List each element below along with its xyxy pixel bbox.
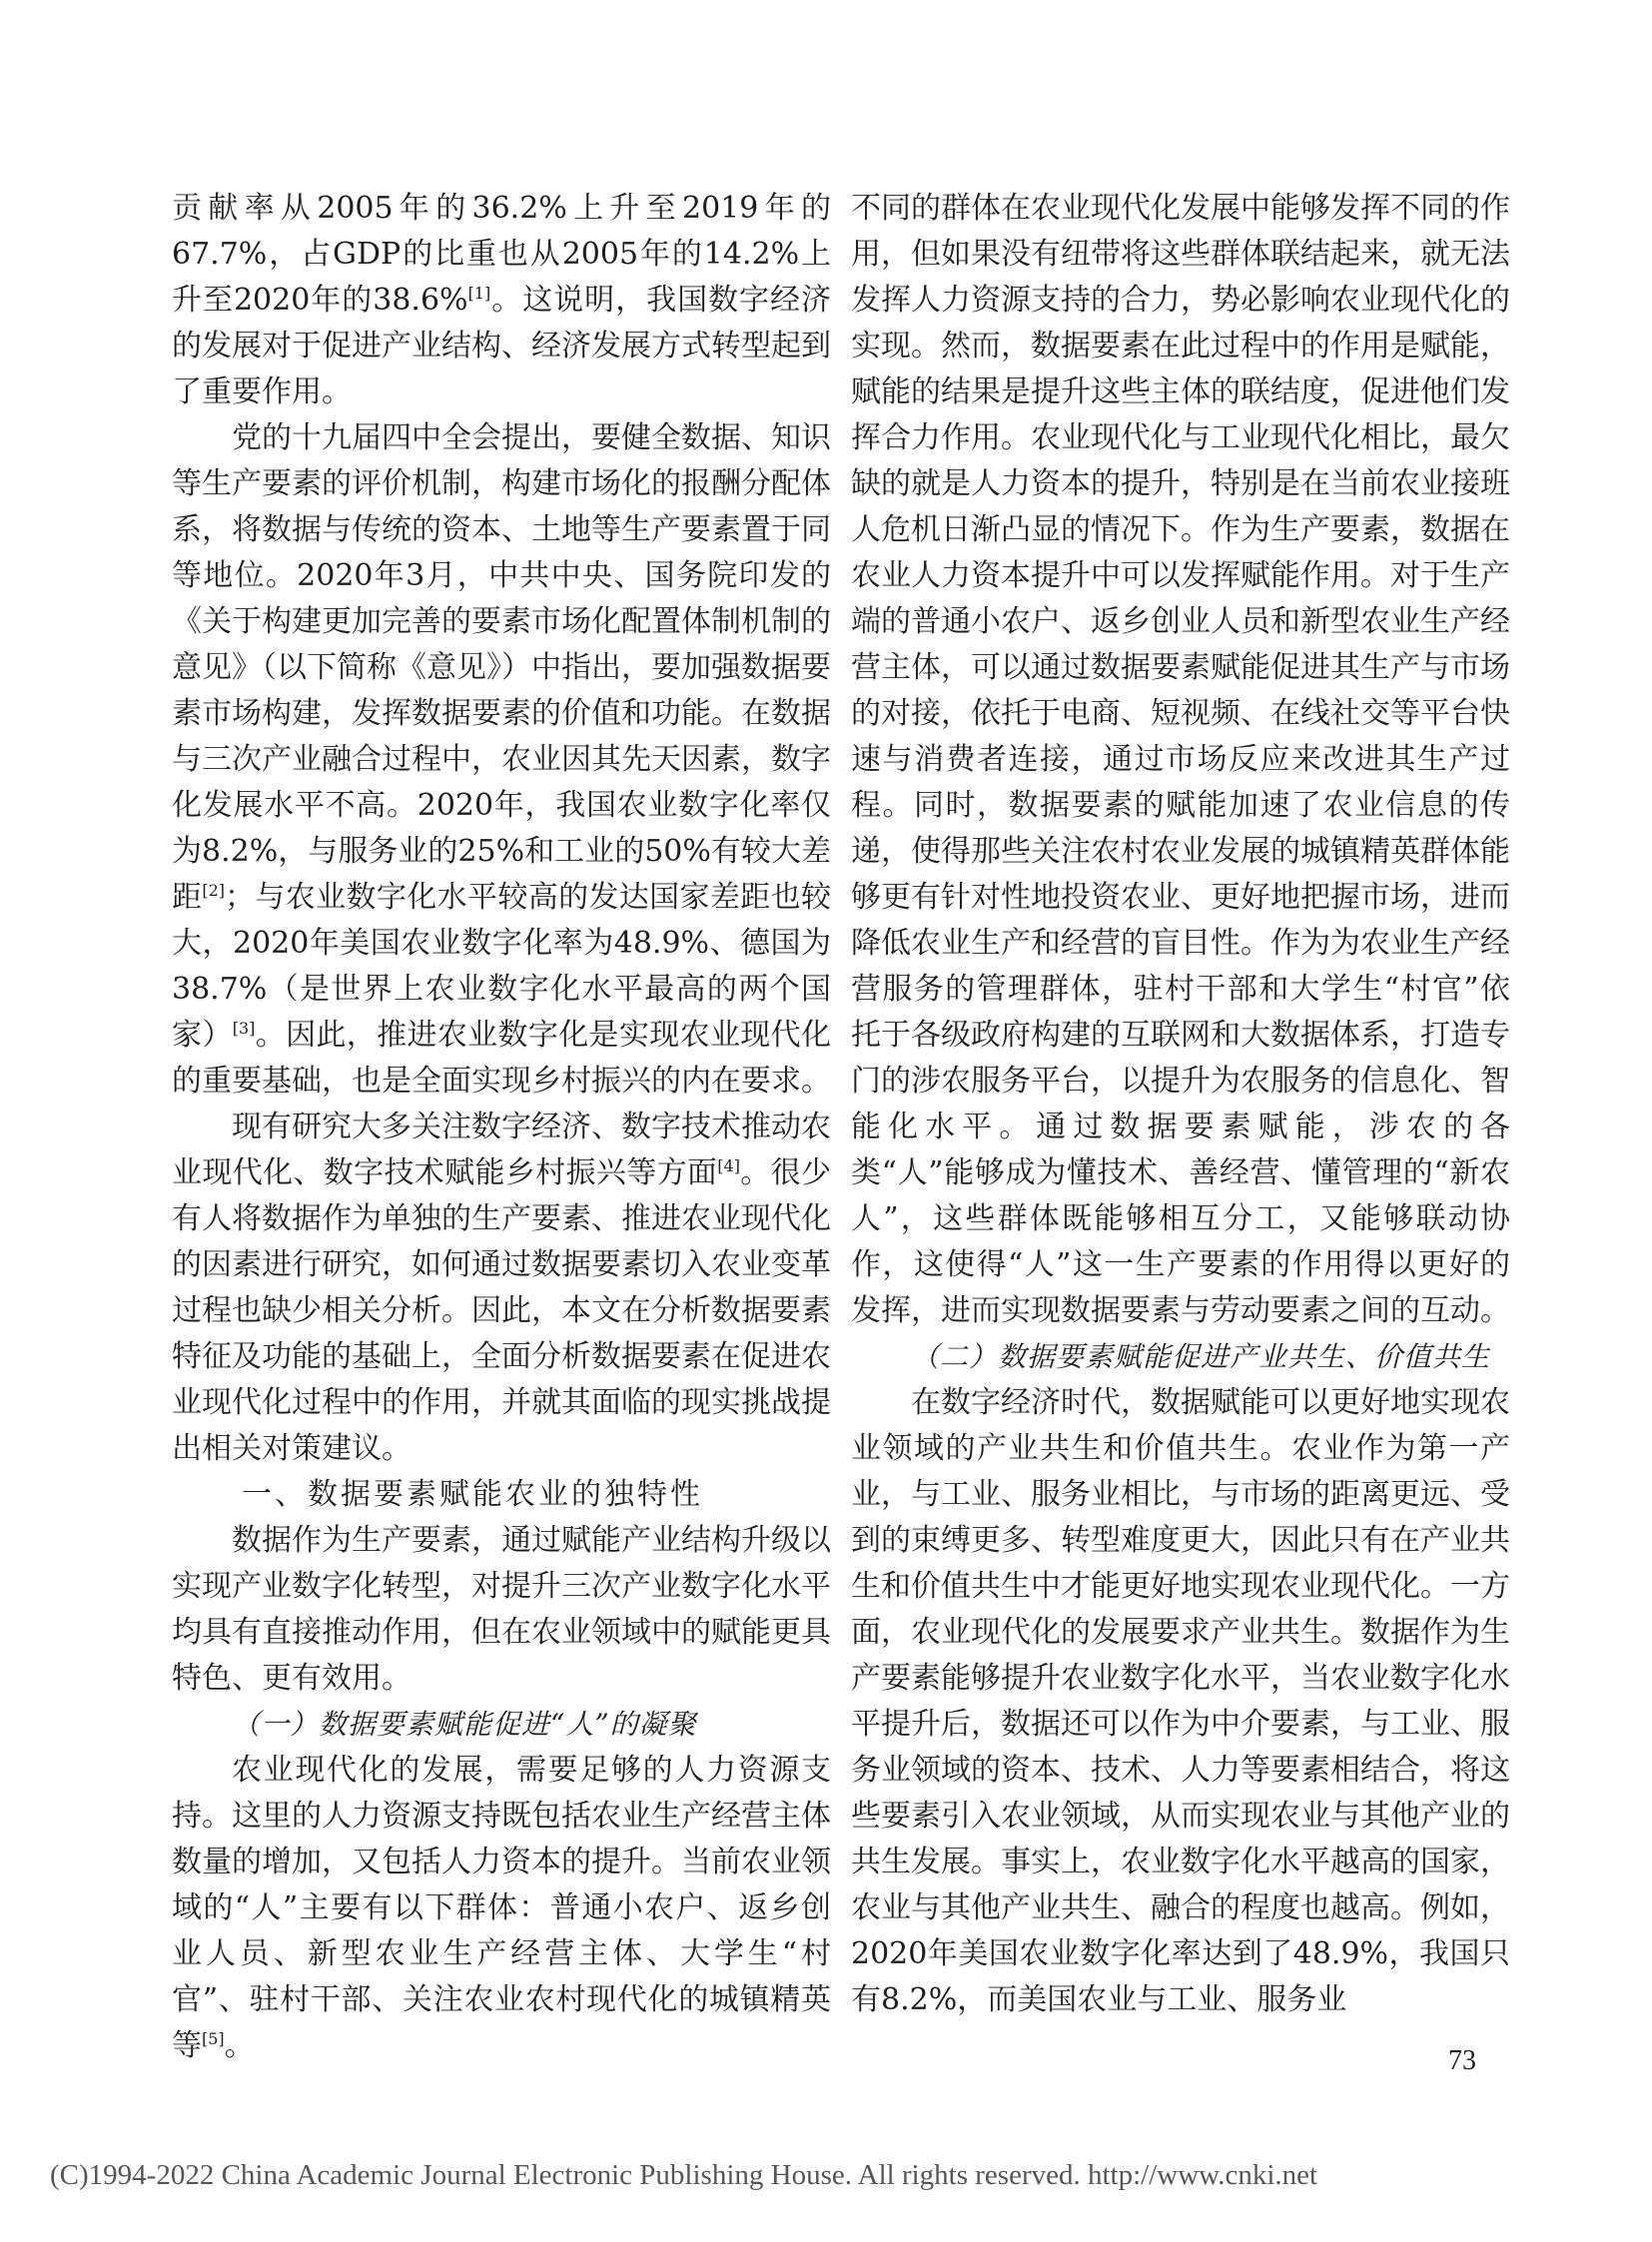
paragraph: 在数字经济时代，数据赋能可以更好地实现农业领域的产业共生和价值共生。农业作为第一产业，与工业、服务业相比，与市场的距离更远、受到的束缚更多、转型难度更大，因此只有在产业共生和价值共生中才能更好地实现农业现代化。一方面，农业现代化的发展要求产业共生。数据作为生产要素能够提升农业数字化水平，当农业数字化水平提升后，数据还可以作为中介要素，与工业、服务业领域的资本、技术、人力等要素相结合，将这些要素引入农业领域，从而实现农业与其他产业的共生发展。事实上，农业数字化水平越高的国家，农业与其他产业共生、融合的程度也越高。例如，2020年美国农业数字化率达到了48.9%，我国只有8.2%，而美国农业与工业、服务业 (851, 1385, 1510, 2017)
paragraph-text: 。很少有人将数据作为单独的生产要素、推进农业现代化的因素进行研究，如何通过数据要素切入农业变革过程也缺少相关分析。因此，本文在分析数据要素特征及功能的基础上，全面分析数据要素在促进农业现代化过程中的作用，并就其面临的现实挑战提出相关对策建议。 (172, 1155, 831, 1466)
subsection-heading: （一）数据要素赋能促进“人”的凝聚 (232, 1708, 697, 1741)
paragraph-text: 。 (224, 2028, 255, 2063)
paragraph (172, 1105, 831, 1472)
copyright-footer: (C)1994-2022 China Academic Journal Electronic Publishing House. All rights reserved. http://www.cnki.net (50, 2159, 1318, 2191)
paragraph: 不同的群体在农业现代化发展中能够发挥不同的作用，但如果没有纽带将这些群体联结起来，就无法发挥人力资源支持的合力，势必影响农业现代化的实现。然而，数据要素在此过程中的作用是赋能，赋能的结果是提升这些主体的联结度，促进他们发挥合力作用。农业现代化与工业现代化相比，最欠缺的就是人力资本的提升，特别是在当前农业接班人危机日渐凸显的情况下。作为生产要素，数据在农业人力资本提升中可以发挥赋能作用。对于生产端的普通小农户、返乡创业人员和新型农业生产经营主体，可以通过数据要素赋能促进其生产与市场的对接，依托于电商、短视频、在线社交等平台快速与消费者连接，通过市场反应来改进其生产过程。同时，数据要素的赋能加速了农业信息的传递，使得那些关注农村农业发展的城镇精英群体能够更有针对性地投资农业、更好地把握市场，进而降低农业生产和经营的盲目性。作为为农业生产经营服务的管理群体，驻村干部和大学生“村官”依托于各级政府构建的互联网和大数据体系，打造专门的涉农服务平台，以提升为农服务的信息化、智能化水平。通过数据要素赋能，涉农的各类“人”能够成为懂技术、善经营、懂管理的“新农人”，这些群体既能够相互分工，又能够联动协作，这使得“人”这一生产要素的作用得以更好的发挥，进而实现数据要素与劳动要素之间的互动。 (851, 191, 1510, 1328)
paragraph-text: 现有研究大多关注数字经济、数字技术推动农业现代化、数字技术赋能乡村振兴等方面 (172, 1110, 831, 1190)
paragraph-text: ；与农业数字化水平较高的发达国家差距也较大，2020年美国农业数字化率为48.9%、德国为38.7%（是世界上农业数字化水平最高的两个国家） (172, 880, 832, 1053)
citation: [5] (202, 2029, 225, 2048)
paragraph-text: 。因此，推进农业数字化是实现农业现代化的重要基础，也是全面实现乡村振兴的内在要求。 (172, 1018, 832, 1099)
paragraph (172, 186, 831, 415)
citation: [3] (232, 1019, 256, 1038)
citation: [2] (202, 881, 226, 900)
citation: [4] (717, 1156, 740, 1175)
section-heading: 一、数据要素赋能农业的独特性 (242, 1477, 703, 1512)
right-column (851, 186, 1510, 2023)
paragraph-text: 党的十九届四中全会提出，要健全数据、知识等生产要素的评价机制，构建市场化的报酬分配体系，将数据与传统的资本、土地等生产要素置于同等地位。2020年3月，中共中央、国务院印发的《关于构建更加完善的要素市场化配置体制机制的意见》（以下简称《意见》）中指出，要加强数据要素市场构建，发挥数据要素的价值和功能。在数据与三次产业融合过程中，农业因其先天因素，数字化发展水平不高。2020年，我国农业数字化率仅为8.2%，与服务业的25%和工业的50%有较大差距 (172, 420, 831, 915)
page-number: 73 (1448, 2045, 1476, 2076)
citation: [1] (467, 284, 491, 303)
paragraph: 数据作为生产要素，通过赋能产业结构升级以实现产业数字化转型，对提升三次产业数字化水平均具有直接推动作用，但在农业领域中的赋能更具特色、更有效用。 (172, 1523, 831, 1696)
subsection-heading: （二）数据要素赋能促进产业共生、价值共生 (911, 1340, 1491, 1373)
paragraph-text: 农业现代化的发展，需要足够的人力资源支持。这里的人力资源支持既包括农业生产经营主体数量的增加，又包括人力资本的提升。当前农业领域的“人”主要有以下群体：普通小农户、返乡创业人员、新型农业生产经营主体、大学生“村官”、驻村干部、关注农业农村现代化的城镇精英等 (172, 1753, 831, 2063)
paragraph (172, 1748, 831, 2069)
paragraph-text: 贡献率从2005年的36.2%上升至2019年的67.7%，占GDP的比重也从2005年的14.2%上升至2020年的38.6% (172, 191, 831, 318)
paragraph-text: 。这说明，我国数字经济的发展对于促进产业结构、经济发展方式转型起到了重要作用。 (172, 283, 832, 409)
paragraph (172, 415, 831, 1105)
left-column (172, 186, 831, 2069)
